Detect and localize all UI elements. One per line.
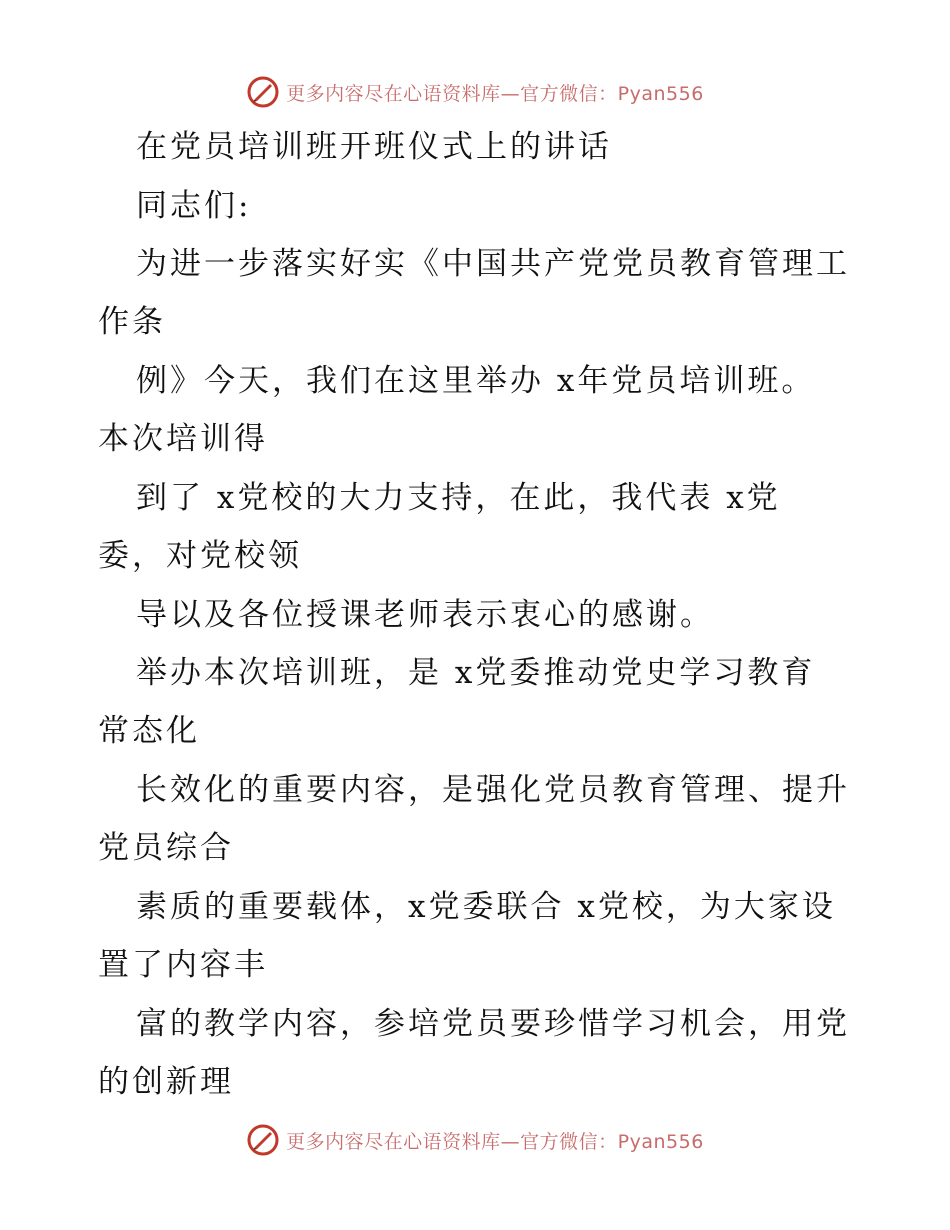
paragraph-line: 常态化: [98, 713, 200, 749]
paragraph-line: 富的教学内容，参培党员要珍惜学习机会，用党: [136, 1006, 850, 1042]
paragraph-line: 到了 x党校的大力支持，在此，我代表 x党: [136, 480, 781, 516]
watermark-text: 更多内容尽在心语资料库—官方微信：Pyan556: [286, 1130, 704, 1153]
paragraph-line: 委，对党校领: [98, 538, 302, 574]
watermark-group: [246, 1123, 704, 1157]
paragraph-line: 长效化的重要内容，是强化党员教育管理、提升: [136, 772, 850, 808]
paragraph-line: 导以及各位授课老师表示衷心的感谢。: [136, 597, 714, 633]
paragraph-line: 置了内容丰: [98, 947, 268, 983]
paragraph-line: 例》今天，我们在这里举办 x年党员培训班。: [136, 363, 816, 399]
footer-watermark: [0, 1118, 950, 1162]
paragraph-line: 作条: [98, 304, 166, 340]
paragraph-line: 党员综合: [98, 830, 234, 866]
paragraph-line: 素质的重要载体，x党委联合 x党校，为大家设: [136, 889, 836, 925]
paragraph-line: 为进一步落实好实《中国共产党党员教育管理工: [136, 246, 850, 282]
document-title: 在党员培训班开班仪式上的讲话: [136, 129, 612, 165]
salutation: 同志们:: [136, 188, 252, 224]
quill-pen-logo-icon: [246, 1123, 280, 1157]
watermark-text: 更多内容尽在心语资料库—官方微信：Pyan556: [286, 82, 704, 105]
paragraph-line: 举办本次培训班，是 x党委推动党史学习教育: [136, 655, 816, 691]
paragraph-line: 的创新理: [98, 1064, 234, 1100]
paragraph-line: 本次培训得: [98, 421, 268, 457]
